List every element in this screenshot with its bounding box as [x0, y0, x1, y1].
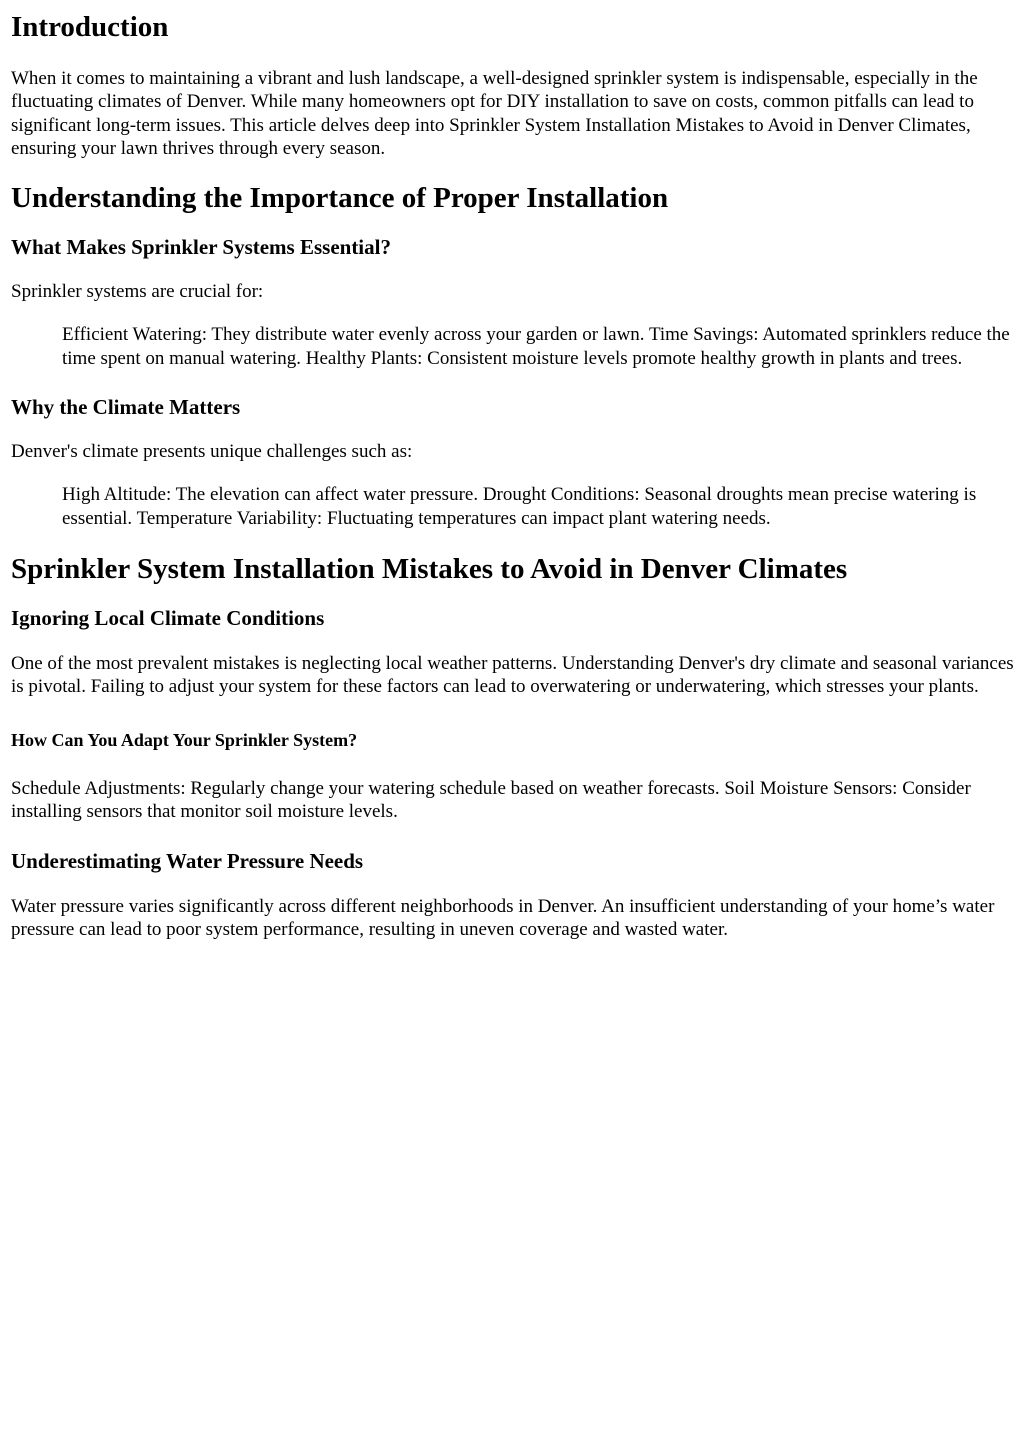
section-heading-mistakes: Sprinkler System Installation Mistakes to Avoid in Denver Climates [11, 552, 848, 585]
subheading-local-climate: Ignoring Local Climate Conditions [11, 605, 325, 630]
local-climate-paragraph: One of the most prevalent mistakes is neglecting local weather patterns. Understanding Denver's dry climate and seasonal variances is pivotal. Failing to adjust your system for these factors can lead to overwatering or underwatering, which stresses your plants. [11, 652, 1014, 698]
subheading-water-pressure: Underestimating Water Pressure Needs [11, 849, 364, 874]
intro-heading: Introduction [11, 11, 169, 43]
water-pressure-paragraph: Water pressure varies significantly across different neighborhoods in Denver. An insufficient understanding of your home’s water pressure can lead to poor system performance, resulting in uneven coverage and wasted water. [11, 896, 995, 941]
adapt-answer: Schedule Adjustments: Regularly change your watering schedule based on weather forecasts. Soil Moisture Sensors: Consider installing sensors that monitor soil moisture levels. [11, 777, 971, 822]
article [0, 10, 1024, 942]
subheading-climate: Why the Climate Matters [11, 395, 241, 420]
climate-lead: Denver's climate presents unique challenges such as: [11, 441, 413, 463]
essential-lead: Sprinkler systems are crucial for: [11, 281, 264, 303]
climate-list: High Altitude: The elevation can affect water pressure. Drought Conditions: Seasonal droughts mean precise watering is essential. Temperature Variability: Fluctuating temperatures can impact plant watering needs. [62, 484, 977, 529]
section-heading-importance: Understanding the Importance of Proper Installation [11, 182, 669, 215]
question-adapt: How Can You Adapt Your Sprinkler System? [11, 729, 358, 750]
essential-list: Efficient Watering: They distribute water evenly across your garden or lawn. Time Savings: Automated sprinklers reduce the time spent on manual watering. Healthy Plants: Consistent moisture levels promote healthy growth in plants and trees. [62, 324, 1010, 369]
subheading-essential: What Makes Sprinkler Systems Essential? [11, 235, 391, 260]
intro-paragraph: When it comes to maintaining a vibrant and lush landscape, a well-designed sprinkler system is indispensable, especially in the fluctuating climates of Denver. While many homeowners opt for DIY installation to save on costs, common pitfalls can lead to significant long-term issues. This article delves deep into Sprinkler System Installation Mistakes to Avoid in Denver Climates, ensuring your lawn thrives through every season. [11, 68, 978, 159]
